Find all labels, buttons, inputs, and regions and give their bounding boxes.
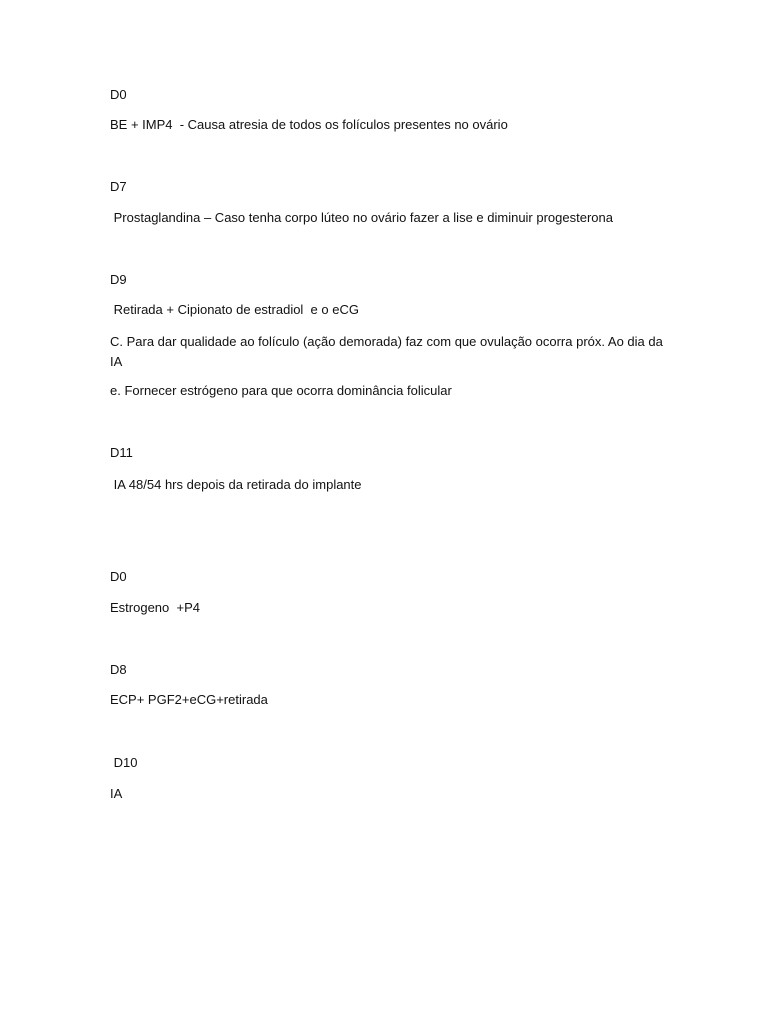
- protocol2-d0-description: Estrogeno +P4: [110, 600, 200, 615]
- protocol1-d0-description: BE + IMP4 - Causa atresia de todos os folículos presentes no ovário: [110, 117, 508, 132]
- protocol1-d7-description: Prostaglandina – Caso tenha corpo lúteo no ovário fazer a lise e diminuir progesterona: [110, 210, 613, 225]
- protocol1-d11-description: IA 48/54 hrs depois da retirada do implante: [110, 477, 362, 492]
- protocol2-d8-description: ECP+ PGF2+eCG+retirada: [110, 692, 268, 707]
- protocol1-day-d11: D11: [110, 445, 133, 460]
- protocol1-d9-description: Retirada + Cipionato de estradiol e o eCG: [110, 302, 359, 317]
- protocol1-d9-note-e: e. Fornecer estrógeno para que ocorra dominância folicular: [110, 383, 452, 398]
- protocol1-day-d9: D9: [110, 272, 127, 287]
- protocol2-day-d0: D0: [110, 569, 127, 584]
- protocol2-day-d10: D10: [110, 755, 138, 770]
- protocol1-day-d7: D7: [110, 179, 127, 194]
- protocol2-day-d8: D8: [110, 662, 127, 677]
- protocol1-d9-note-c: C. Para dar qualidade ao folículo (ação demorada) faz com que ovulação ocorra próx. Ao dia da IA: [110, 334, 667, 369]
- protocol1-day-d0: D0: [110, 87, 127, 102]
- protocol2-d10-description: IA: [110, 786, 123, 801]
